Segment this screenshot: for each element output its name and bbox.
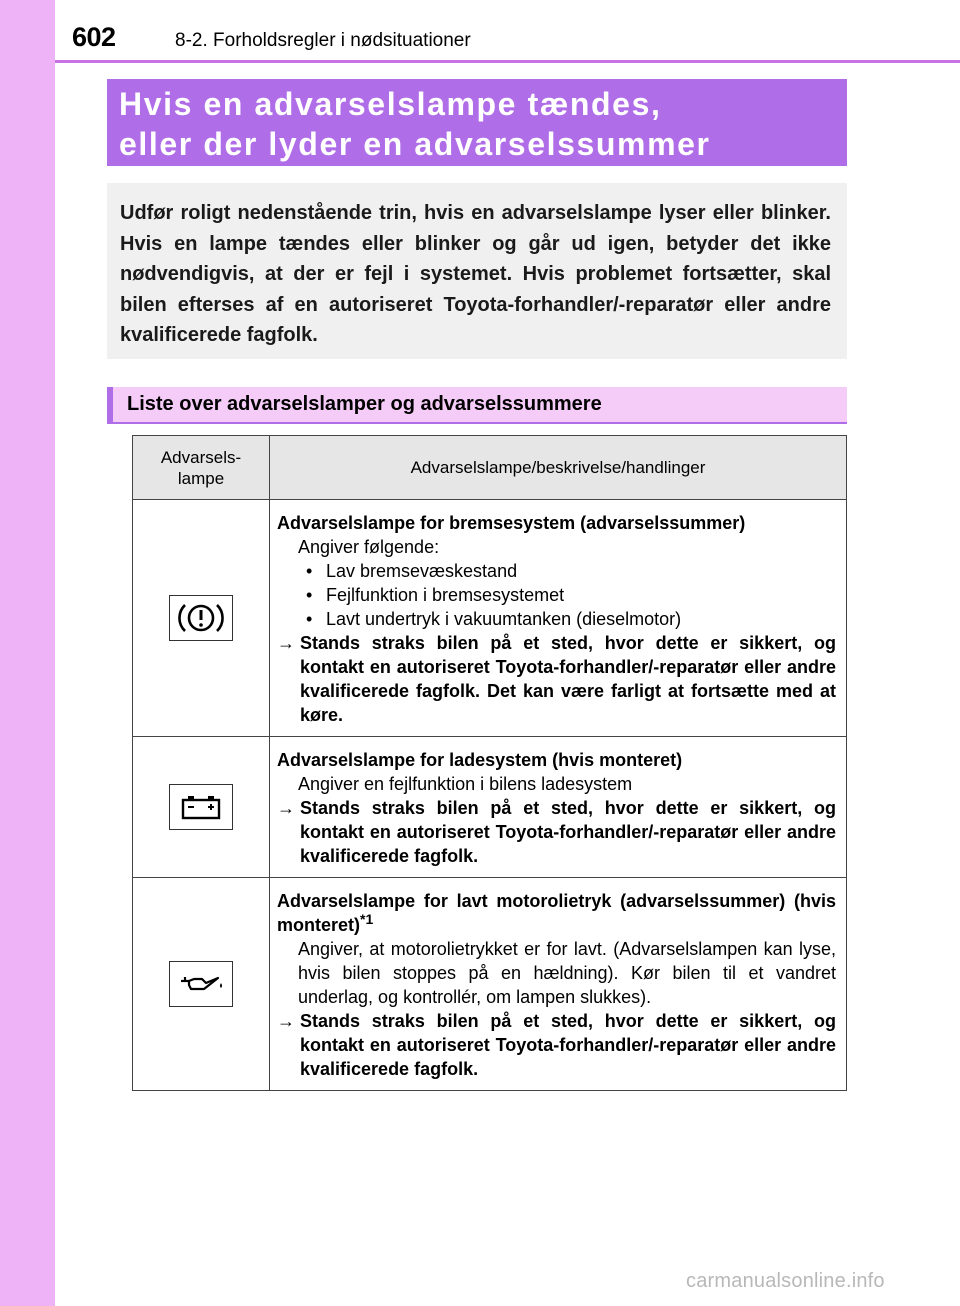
warning-bullet-list [277, 559, 836, 631]
column-header-description: Advarselslampe/beskrivelse/handlinger [270, 436, 847, 500]
list-item: • Lav bremsevæskestand [306, 559, 836, 583]
lamp-description-cell [270, 878, 847, 1091]
table-header-row [133, 436, 847, 500]
warning-lamp-table [132, 435, 847, 1091]
arrow-icon: → [277, 633, 295, 653]
action-text: Stands straks bilen på et sted, hvor dette er sikkert, og kontakt en autoriseret Toyota-forhandler/-reparatør eller andre kvalificerede fagfolk. [300, 798, 836, 866]
subheading-text: Liste over advarselslamper og advarselssummere [127, 393, 602, 415]
lamp-description-cell [270, 737, 847, 878]
intro-box [107, 183, 847, 359]
table-row [133, 500, 847, 737]
title-line-1: Hvis en advarselslampe tændes, [119, 86, 662, 122]
lamp-icon-cell [133, 878, 270, 1091]
warning-title [277, 889, 836, 937]
header-divider [55, 60, 960, 63]
intro-text: Udfør roligt nedenstående trin, hvis en advarselslampe lyser eller blinker. Hvis en lampe tændes eller blinker og går ud igen, betyder det ikke nødvendigvis, at der er fejl i systemet. Hvis problemet fortsætter, skal bilen efterses af en autoriseret Toyota-forhandler/-reparatør eller andre kvalificerede fagfolk. [120, 202, 831, 346]
lamp-icon-cell [133, 500, 270, 737]
table-row [133, 878, 847, 1091]
oil-pressure-icon [169, 961, 233, 1007]
lamp-icon-cell [133, 737, 270, 878]
title-banner [107, 79, 847, 166]
arrow-icon: → [277, 798, 295, 818]
section-title: 8-2. Forholdsregler i nødsituationer [175, 30, 471, 51]
side-band [0, 0, 55, 1306]
warning-title-text: Advarselslampe for lavt motorolietryk (advarselssummer) (hvis monteret) [277, 891, 836, 935]
warning-action [277, 1009, 836, 1081]
warning-title: Advarselslampe for ladesystem (hvis monteret) [277, 750, 683, 770]
watermark: carmanualsonline.info [686, 1270, 885, 1292]
arrow-icon: → [277, 1011, 295, 1031]
battery-charge-icon [169, 784, 233, 830]
column-header-lamp: Advarsels- lampe [133, 436, 270, 500]
action-text: Stands straks bilen på et sted, hvor dette er sikkert, og kontakt en autoriseret Toyota-forhandler/-reparatør eller andre kvalificerede fagfolk. [300, 1011, 836, 1079]
warning-intro: Angiver følgende: [298, 537, 440, 557]
action-text: Stands straks bilen på et sted, hvor dette er sikkert, og kontakt en autoriseret Toyota-forhandler/-reparatør eller andre kvalificerede fagfolk. Det kan være farligt at fortsætte med at køre. [300, 633, 836, 725]
warning-action [277, 631, 836, 727]
title-line-2: eller der lyder en advarselssummer [119, 126, 711, 162]
footnote-marker: *1 [360, 911, 374, 927]
lamp-description-cell [270, 500, 847, 737]
page-number: 602 [72, 22, 116, 52]
warning-intro: Angiver, at motorolietrykket er for lavt. (Advarselslampen kan lyse, hvis bilen stoppes på en hældning). Kør bilen til et vandret underlag, og kontrollér, om lampen slukkes). [298, 939, 836, 1007]
list-item: • Lavt undertryk i vakuumtanken (dieselmotor) [306, 607, 836, 631]
section-subheading [107, 387, 847, 424]
brake-warning-icon [169, 595, 233, 641]
list-item: • Fejlfunktion i bremsesystemet [306, 583, 836, 607]
warning-intro: Angiver en fejlfunktion i bilens ladesystem [298, 774, 633, 794]
warning-title: Advarselslampe for bremsesystem (advarselssummer) [277, 513, 746, 533]
warning-action [277, 796, 836, 868]
table-row [133, 737, 847, 878]
